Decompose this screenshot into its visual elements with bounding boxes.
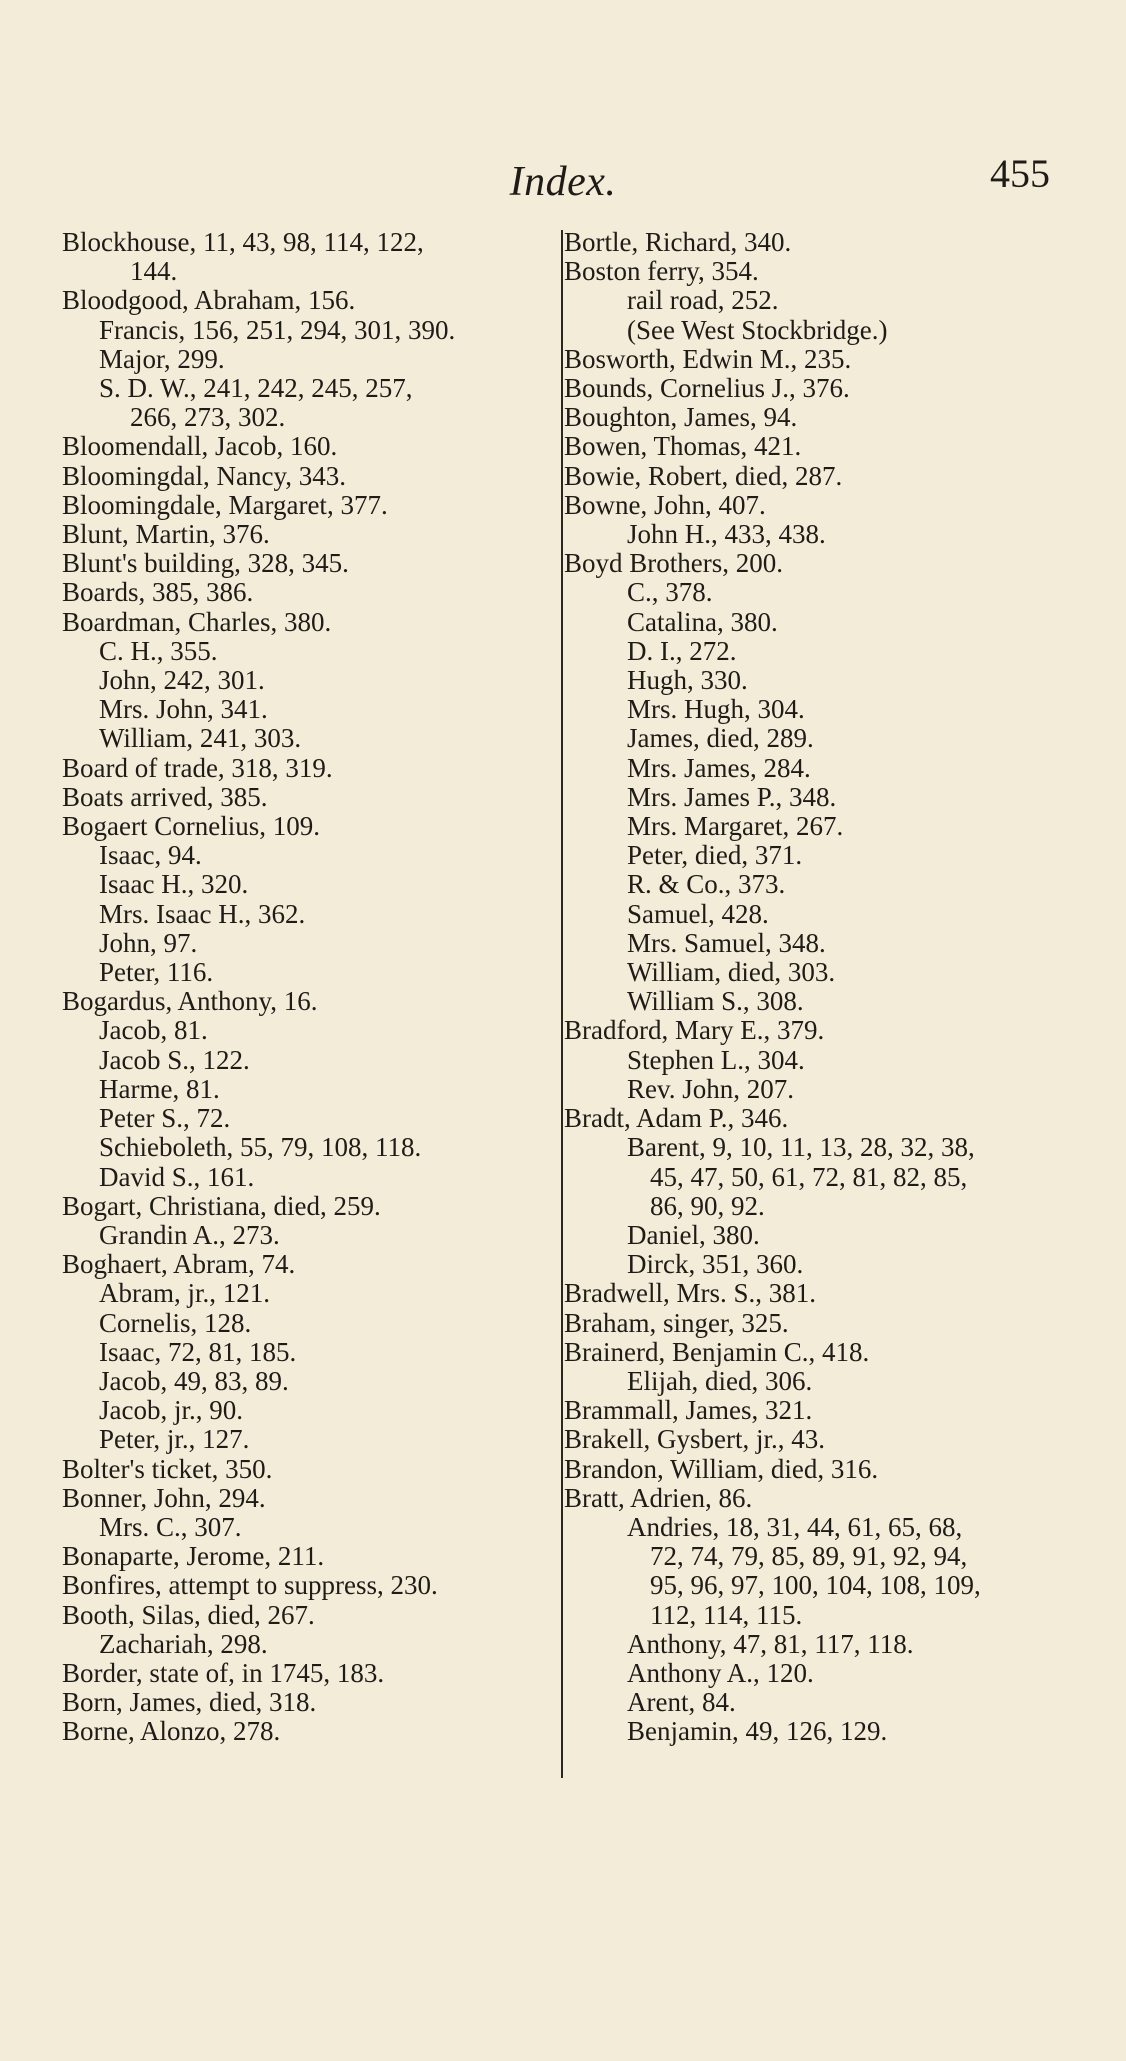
index-entry: 45, 47, 50, 61, 72, 81, 82, 85, — [650, 1161, 968, 1192]
index-entry: Bradt, Adam P., 346. — [564, 1103, 789, 1134]
index-entry: Peter, 116. — [99, 957, 214, 988]
index-entry: S. D. W., 241, 242, 245, 257, — [99, 373, 413, 404]
index-entry: Mrs. John, 341. — [99, 694, 268, 725]
index-entry: Brainerd, Benjamin C., 418. — [564, 1336, 870, 1367]
index-entry: Booth, Silas, died, 267. — [62, 1599, 315, 1630]
page-title: Index. — [509, 159, 617, 205]
index-entry: Andries, 18, 31, 44, 61, 65, 68, — [627, 1511, 963, 1542]
index-entry: Abram, jr., 121. — [99, 1278, 270, 1309]
index-entry: Mrs. James P., 348. — [627, 781, 837, 812]
index-entry: (See West Stockbridge.) — [627, 314, 888, 345]
index-entry: Board of trade, 318, 319. — [62, 752, 333, 783]
index-entry: Bogaert Cornelius, 109. — [62, 811, 320, 842]
index-entry: David S., 161. — [99, 1161, 255, 1192]
index-entry: Benjamin, 49, 126, 129. — [627, 1716, 888, 1747]
index-entry: James, died, 289. — [627, 723, 814, 754]
index-entry: Bonfires, attempt to suppress, 230. — [62, 1570, 438, 1601]
index-entry: 95, 96, 97, 100, 104, 108, 109, — [650, 1570, 981, 1601]
index-entry: Boards, 385, 386. — [62, 577, 254, 608]
index-entry: Bradford, Mary E., 379. — [564, 1015, 825, 1046]
index-entry: Bowen, Thomas, 421. — [564, 431, 802, 462]
index-entry: Boston ferry, 354. — [564, 256, 759, 287]
index-entry: Francis, 156, 251, 294, 301, 390. — [99, 314, 456, 345]
index-entry: Bonaparte, Jerome, 211. — [62, 1541, 325, 1572]
index-entry: Jacob S., 122. — [99, 1044, 250, 1075]
index-entry: Bowie, Robert, died, 287. — [564, 460, 843, 491]
index-entry: Rev. John, 207. — [627, 1073, 794, 1104]
index-entry: John, 97. — [99, 927, 198, 958]
index-entry: D. I., 272. — [627, 635, 737, 666]
index-entry: Schieboleth, 55, 79, 108, 118. — [99, 1132, 422, 1163]
index-entry: C., 378. — [627, 577, 713, 608]
index-entry: William, 241, 303. — [99, 723, 302, 754]
index-entry: Bowne, John, 407. — [564, 489, 766, 520]
index-entry: Isaac, 72, 81, 185. — [99, 1336, 297, 1367]
index-entry: Boats arrived, 385. — [62, 781, 268, 812]
index-entry: 266, 273, 302. — [130, 402, 286, 433]
index-entry: William S., 308. — [627, 986, 804, 1017]
index-entry: Mrs. James, 284. — [627, 752, 811, 783]
index-entry: Boughton, James, 94. — [564, 402, 798, 433]
page-number: 455 — [990, 151, 1050, 196]
index-entry: Borne, Alonzo, 278. — [62, 1716, 281, 1747]
index-entry: Catalina, 380. — [627, 606, 778, 637]
index-entry: Isaac, 94. — [99, 840, 202, 871]
index-entry: Elijah, died, 306. — [627, 1365, 813, 1396]
index-entry: Peter, died, 371. — [627, 840, 803, 871]
index-entry: Bloomingdale, Margaret, 377. — [62, 489, 388, 520]
index-entry: Blunt's building, 328, 345. — [62, 548, 349, 579]
index-entry: Anthony A., 120. — [627, 1657, 814, 1688]
index-entry: Bogart, Christiana, died, 259. — [62, 1190, 381, 1221]
index-entry: John H., 433, 438. — [627, 519, 826, 550]
index-entry: Cornelis, 128. — [99, 1307, 252, 1338]
index-entry: Isaac H., 320. — [99, 869, 249, 900]
index-entry: R. & Co., 373. — [627, 869, 786, 900]
index-entry: Anthony, 47, 81, 117, 118. — [627, 1628, 914, 1659]
index-entry: Peter S., 72. — [99, 1103, 231, 1134]
index-entry: Bortle, Richard, 340. — [564, 227, 792, 257]
index-entry: Blockhouse, 11, 43, 98, 114, 122, — [62, 227, 424, 257]
index-entry: Boyd Brothers, 200. — [564, 548, 783, 579]
index-entry: Bogardus, Anthony, 16. — [62, 986, 318, 1017]
index-entry: Jacob, 81. — [99, 1015, 208, 1046]
index-entry: Braham, singer, 325. — [564, 1307, 789, 1338]
index-entry: rail road, 252. — [627, 285, 779, 316]
index-entry: Samuel, 428. — [627, 898, 769, 929]
index-entry: 112, 114, 115. — [650, 1599, 803, 1630]
index-entry: Brammall, James, 321. — [564, 1395, 813, 1426]
index-entry: Bloomendall, Jacob, 160. — [62, 431, 338, 462]
left-index-column — [62, 228, 562, 1747]
index-entry: Dirck, 351, 360. — [627, 1249, 804, 1280]
index-entry: Boghaert, Abram, 74. — [62, 1249, 296, 1280]
index-entry: Bonner, John, 294. — [62, 1482, 266, 1513]
index-entry: Bounds, Cornelius J., 376. — [564, 373, 850, 404]
index-entry: Bratt, Adrien, 86. — [564, 1482, 753, 1513]
index-entry: Harme, 81. — [99, 1073, 220, 1104]
index-entry: Bolter's ticket, 350. — [62, 1453, 273, 1484]
index-entry: Arent, 84. — [627, 1687, 736, 1718]
index-entry: William, died, 303. — [627, 957, 836, 988]
index-entry: Bloomingdal, Nancy, 343. — [62, 460, 346, 491]
index-entry: John, 242, 301. — [99, 665, 265, 696]
index-entry: Jacob, 49, 83, 89. — [99, 1365, 289, 1396]
index-entry: Major, 299. — [99, 343, 225, 374]
index-entry: C. H., 355. — [99, 635, 218, 666]
index-entry: Grandin A., 273. — [99, 1219, 280, 1250]
index-entry: Mrs. Samuel, 348. — [627, 927, 826, 958]
index-entry: Mrs. Isaac H., 362. — [99, 898, 306, 929]
right-index-column — [562, 228, 1072, 1747]
index-entry: Mrs. Margaret, 267. — [627, 811, 844, 842]
index-entry: Blunt, Martin, 376. — [62, 519, 270, 550]
index-entry: Stephen L., 304. — [627, 1044, 805, 1075]
index-entry: Bloodgood, Abraham, 156. — [62, 285, 356, 316]
index-entry: Hugh, 330. — [627, 665, 748, 696]
index-entry: Mrs. Hugh, 304. — [627, 694, 805, 725]
index-entry: Daniel, 380. — [627, 1219, 760, 1250]
index-entry: 86, 90, 92. — [650, 1190, 765, 1221]
index-entry: Zachariah, 298. — [99, 1628, 268, 1659]
index-entry: 72, 74, 79, 85, 89, 91, 92, 94, — [650, 1541, 968, 1572]
index-entry: Border, state of, in 1745, 183. — [62, 1657, 385, 1688]
index-entry: Brakell, Gysbert, jr., 43. — [564, 1424, 825, 1455]
index-entry: Bradwell, Mrs. S., 381. — [564, 1278, 816, 1309]
index-entry: Born, James, died, 318. — [62, 1687, 317, 1718]
index-entry: Boardman, Charles, 380. — [62, 606, 332, 637]
index-entry: Peter, jr., 127. — [99, 1424, 250, 1455]
index-entry: Jacob, jr., 90. — [99, 1395, 243, 1426]
index-entry: Bosworth, Edwin M., 235. — [564, 343, 852, 374]
index-entry: 144. — [130, 256, 178, 287]
index-entry: Brandon, William, died, 316. — [564, 1453, 879, 1484]
index-entry: Mrs. C., 307. — [99, 1511, 242, 1542]
index-entry: Barent, 9, 10, 11, 13, 28, 32, 38, — [627, 1132, 975, 1163]
